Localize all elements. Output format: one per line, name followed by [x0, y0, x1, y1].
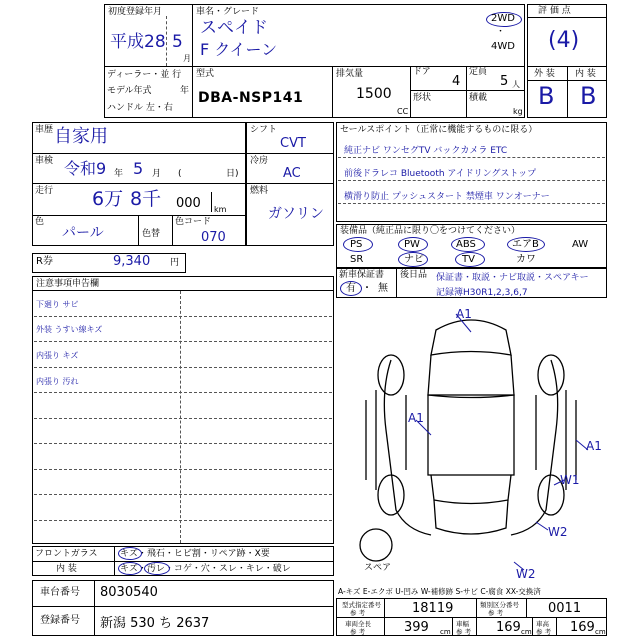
- equip-navi: ナビ: [404, 254, 424, 265]
- mark-front: A1: [456, 307, 472, 321]
- side-left: [366, 390, 376, 490]
- equip-sr: SR: [350, 254, 364, 265]
- circle-abs: [451, 237, 485, 252]
- door-value: 4: [452, 74, 461, 89]
- recycle-box: [32, 253, 186, 273]
- length-sub: 参 考: [350, 628, 366, 636]
- model-number-value: 18119: [412, 601, 454, 616]
- usage-value: 自家用: [54, 126, 108, 147]
- capacity-value: 5: [500, 74, 509, 89]
- mileage-sen: 8千: [130, 188, 162, 210]
- chassis-value: 8030540: [100, 585, 158, 600]
- extra-value: 保証書・取説・ナビ取説・スペアキー: [436, 273, 589, 283]
- sales-points-line1: 純正ナビ ワンセグTV バックカメラ ETC: [344, 146, 508, 156]
- exterior-label: 外 装: [534, 69, 555, 79]
- body-trunk: [434, 500, 508, 534]
- inspection-day-close: 日): [226, 169, 239, 179]
- usage-label: 車歴: [35, 125, 54, 135]
- first-reg-month-unit: 月: [183, 54, 191, 63]
- note-item-1: 下廻り サビ: [36, 300, 79, 309]
- body-right: [511, 360, 558, 535]
- inspection-year-unit: 年: [114, 169, 124, 179]
- registration-value: 新潟 530 ち 2637: [100, 616, 210, 631]
- car-name: スペイド: [200, 18, 268, 38]
- note-item-2: 外装 うすい線キズ: [36, 325, 103, 334]
- mark-rear-right: W1: [560, 473, 580, 487]
- color-value: パール: [62, 225, 104, 241]
- notes-rule: [34, 494, 332, 495]
- extra-label: 後日品: [400, 270, 428, 280]
- drive-4wd: 4WD: [491, 41, 515, 52]
- notes-divider: [180, 291, 181, 543]
- length-unit: cm: [440, 628, 451, 636]
- body-left: [384, 360, 431, 535]
- drive-2wd: 2WD: [491, 13, 515, 24]
- score-value: (4): [548, 28, 580, 53]
- model-year-label: モデル年式: [107, 86, 152, 96]
- circle-warranty-yes: [340, 281, 362, 296]
- equip-pw: PW: [404, 239, 420, 250]
- color-code-label: 色コード: [175, 217, 212, 227]
- first-reg-era: 平成28: [110, 32, 166, 52]
- grade: F クイーン: [200, 40, 278, 59]
- height-value: 169: [570, 620, 595, 635]
- score-label: 評 価 点: [538, 6, 571, 16]
- cc-unit: CC: [397, 107, 409, 116]
- height-label: 車高: [536, 620, 549, 628]
- interior-label-glass: 内 装: [56, 564, 77, 574]
- fuel-value: ガソリン: [268, 206, 324, 222]
- handle-label: ハンドル 左・右: [107, 103, 173, 113]
- interior-label: 内 装: [575, 69, 596, 79]
- circle-pw: [398, 237, 428, 252]
- mark-right-side: A1: [586, 439, 602, 453]
- mileage-rest: 000: [176, 196, 201, 211]
- spare-tire: [360, 529, 392, 561]
- warranty-no: 無: [378, 283, 388, 294]
- note-item-4: 内張り 汚れ: [36, 377, 79, 386]
- exterior-value: B: [538, 82, 555, 110]
- circle-int-dirt: [144, 562, 170, 575]
- color-label: 色: [35, 217, 45, 227]
- equip-tv: TV: [462, 254, 475, 265]
- circle-int-scratch: [118, 562, 142, 575]
- spare-label: スペア: [364, 563, 392, 573]
- length-label: 車両全長: [345, 620, 371, 628]
- damage-legend: A-キズ E-エクボ U-凹み W-補修跡 S-サビ C-腐食 XX-交換済: [338, 587, 541, 596]
- model-number-label: 型式指定番号: [342, 601, 381, 609]
- class-number-sub: 参 考: [488, 609, 504, 617]
- interior-options: キズ・汚レ・コゲ・穴・スレ・キレ・破レ: [120, 564, 291, 574]
- recycle-value: 9,340: [113, 254, 151, 269]
- fuel-label: 燃料: [250, 186, 269, 196]
- width-value: 169: [496, 620, 521, 635]
- class-number-label: 類別区分番号: [480, 601, 519, 609]
- yen-unit: 円: [170, 258, 180, 268]
- chassis-label: 車台番号: [40, 587, 80, 598]
- interior-value: B: [580, 82, 597, 110]
- shift-label: シフト: [250, 125, 278, 135]
- displacement-value: 1500: [356, 86, 392, 102]
- note-item-3: 内張り キズ: [36, 351, 79, 360]
- type-value: DBA-NSP141: [198, 90, 304, 106]
- color-change-label: 色替: [142, 229, 161, 239]
- notes-rule: [34, 469, 332, 470]
- kg-unit: kg: [513, 107, 523, 116]
- inspection-month: 5: [133, 159, 144, 178]
- notes-rule: [34, 418, 332, 419]
- sales-points-line2: 前後ドラレコ Bluetooth アイドリングストップ: [344, 169, 537, 179]
- wheel-rear-left: [378, 475, 404, 515]
- inspection-era: 令和9: [64, 159, 107, 178]
- ac-value: AC: [283, 166, 301, 181]
- mark-bumper: W2: [516, 567, 536, 581]
- length-value: 399: [404, 620, 429, 635]
- notes-rule: [34, 443, 332, 444]
- circle-glass-scratch: [118, 547, 142, 560]
- width-label: 車幅: [456, 620, 469, 628]
- circle-airbag: [507, 237, 545, 252]
- door-label: ドア: [413, 67, 431, 77]
- inspection-month-unit: 月: [152, 169, 162, 179]
- model-number-sub: 参 考: [350, 609, 366, 617]
- warranty-label: 新車保証書: [339, 270, 385, 280]
- record-value: 記録簿H30R1,2,3,6,7: [436, 288, 528, 298]
- equip-abs: ABS: [456, 239, 476, 250]
- front-glass-options: キズ・飛石・ヒビ割・リペア跡・X要: [120, 549, 270, 559]
- warranty-sep: ・: [362, 283, 372, 294]
- notes-rule: [34, 520, 332, 521]
- first-reg-month: 5: [172, 32, 183, 52]
- mark-rear: W2: [548, 525, 568, 539]
- load-label: 積載: [469, 93, 488, 103]
- circle-navi: [398, 252, 428, 267]
- model-year-unit: 年: [180, 86, 190, 96]
- registration-label: 登録番号: [40, 615, 80, 626]
- width-unit: cm: [521, 628, 532, 636]
- notes-rule: [34, 341, 332, 342]
- inspection-day-open: (: [178, 169, 182, 179]
- mark-left-door: A1: [408, 411, 424, 425]
- displacement-label: 排気量: [336, 69, 364, 79]
- equip-leather: カワ: [516, 254, 536, 265]
- body-rear: [431, 475, 511, 504]
- color-code-value: 070: [201, 230, 226, 245]
- header-box: [104, 4, 525, 118]
- equipment-title: 装備品（純正品に限り〇をつけてください）: [340, 226, 521, 236]
- dealer-label: ディーラー・並 行: [107, 70, 182, 80]
- mileage-man: 6万: [92, 188, 124, 210]
- sales-points-line3: 横滑り防止 プッシュスタート 禁煙車 ワンオーナー: [344, 192, 550, 202]
- ac-label: 冷房: [250, 156, 269, 166]
- drive-dot: ・: [496, 27, 506, 37]
- shape-label: 形状: [413, 93, 432, 103]
- warranty-yes: 有: [346, 283, 356, 294]
- height-unit: cm: [595, 628, 606, 636]
- equip-airbag: エアB: [512, 239, 539, 250]
- body-front-top: [431, 320, 511, 355]
- circle-tv: [455, 252, 485, 267]
- shift-value: CVT: [280, 136, 306, 151]
- mileage-label: 走行: [35, 186, 54, 196]
- type-label: 型式: [196, 69, 215, 79]
- name-grade-label: 車名・グレード: [196, 7, 260, 17]
- notes-title: 注意事項申告欄: [36, 279, 100, 289]
- km-unit: km: [214, 205, 227, 214]
- width-sub: 参 考: [456, 628, 472, 636]
- notes-rule: [34, 392, 332, 393]
- height-sub: 参 考: [536, 628, 552, 636]
- equip-aw: AW: [572, 239, 589, 250]
- body-center: [428, 395, 514, 475]
- recycle-label: R券: [36, 256, 53, 267]
- car-diagram: [336, 300, 607, 584]
- first-reg-label: 初度登録年月: [108, 7, 163, 17]
- sales-points-title: セールスポイント（正常に機能するものに限る）: [340, 125, 538, 135]
- capacity-label: 定員: [469, 67, 488, 77]
- notes-rule: [34, 367, 332, 368]
- equip-ps: PS: [350, 239, 363, 250]
- front-glass-label: フロントガラス: [35, 549, 98, 559]
- notes-rule: [34, 316, 332, 317]
- body-roof: [428, 355, 514, 398]
- circle-ps: [343, 237, 373, 252]
- class-number-value: 0011: [548, 601, 582, 616]
- capacity-unit: 人: [512, 80, 520, 89]
- inspection-label: 車検: [35, 156, 54, 166]
